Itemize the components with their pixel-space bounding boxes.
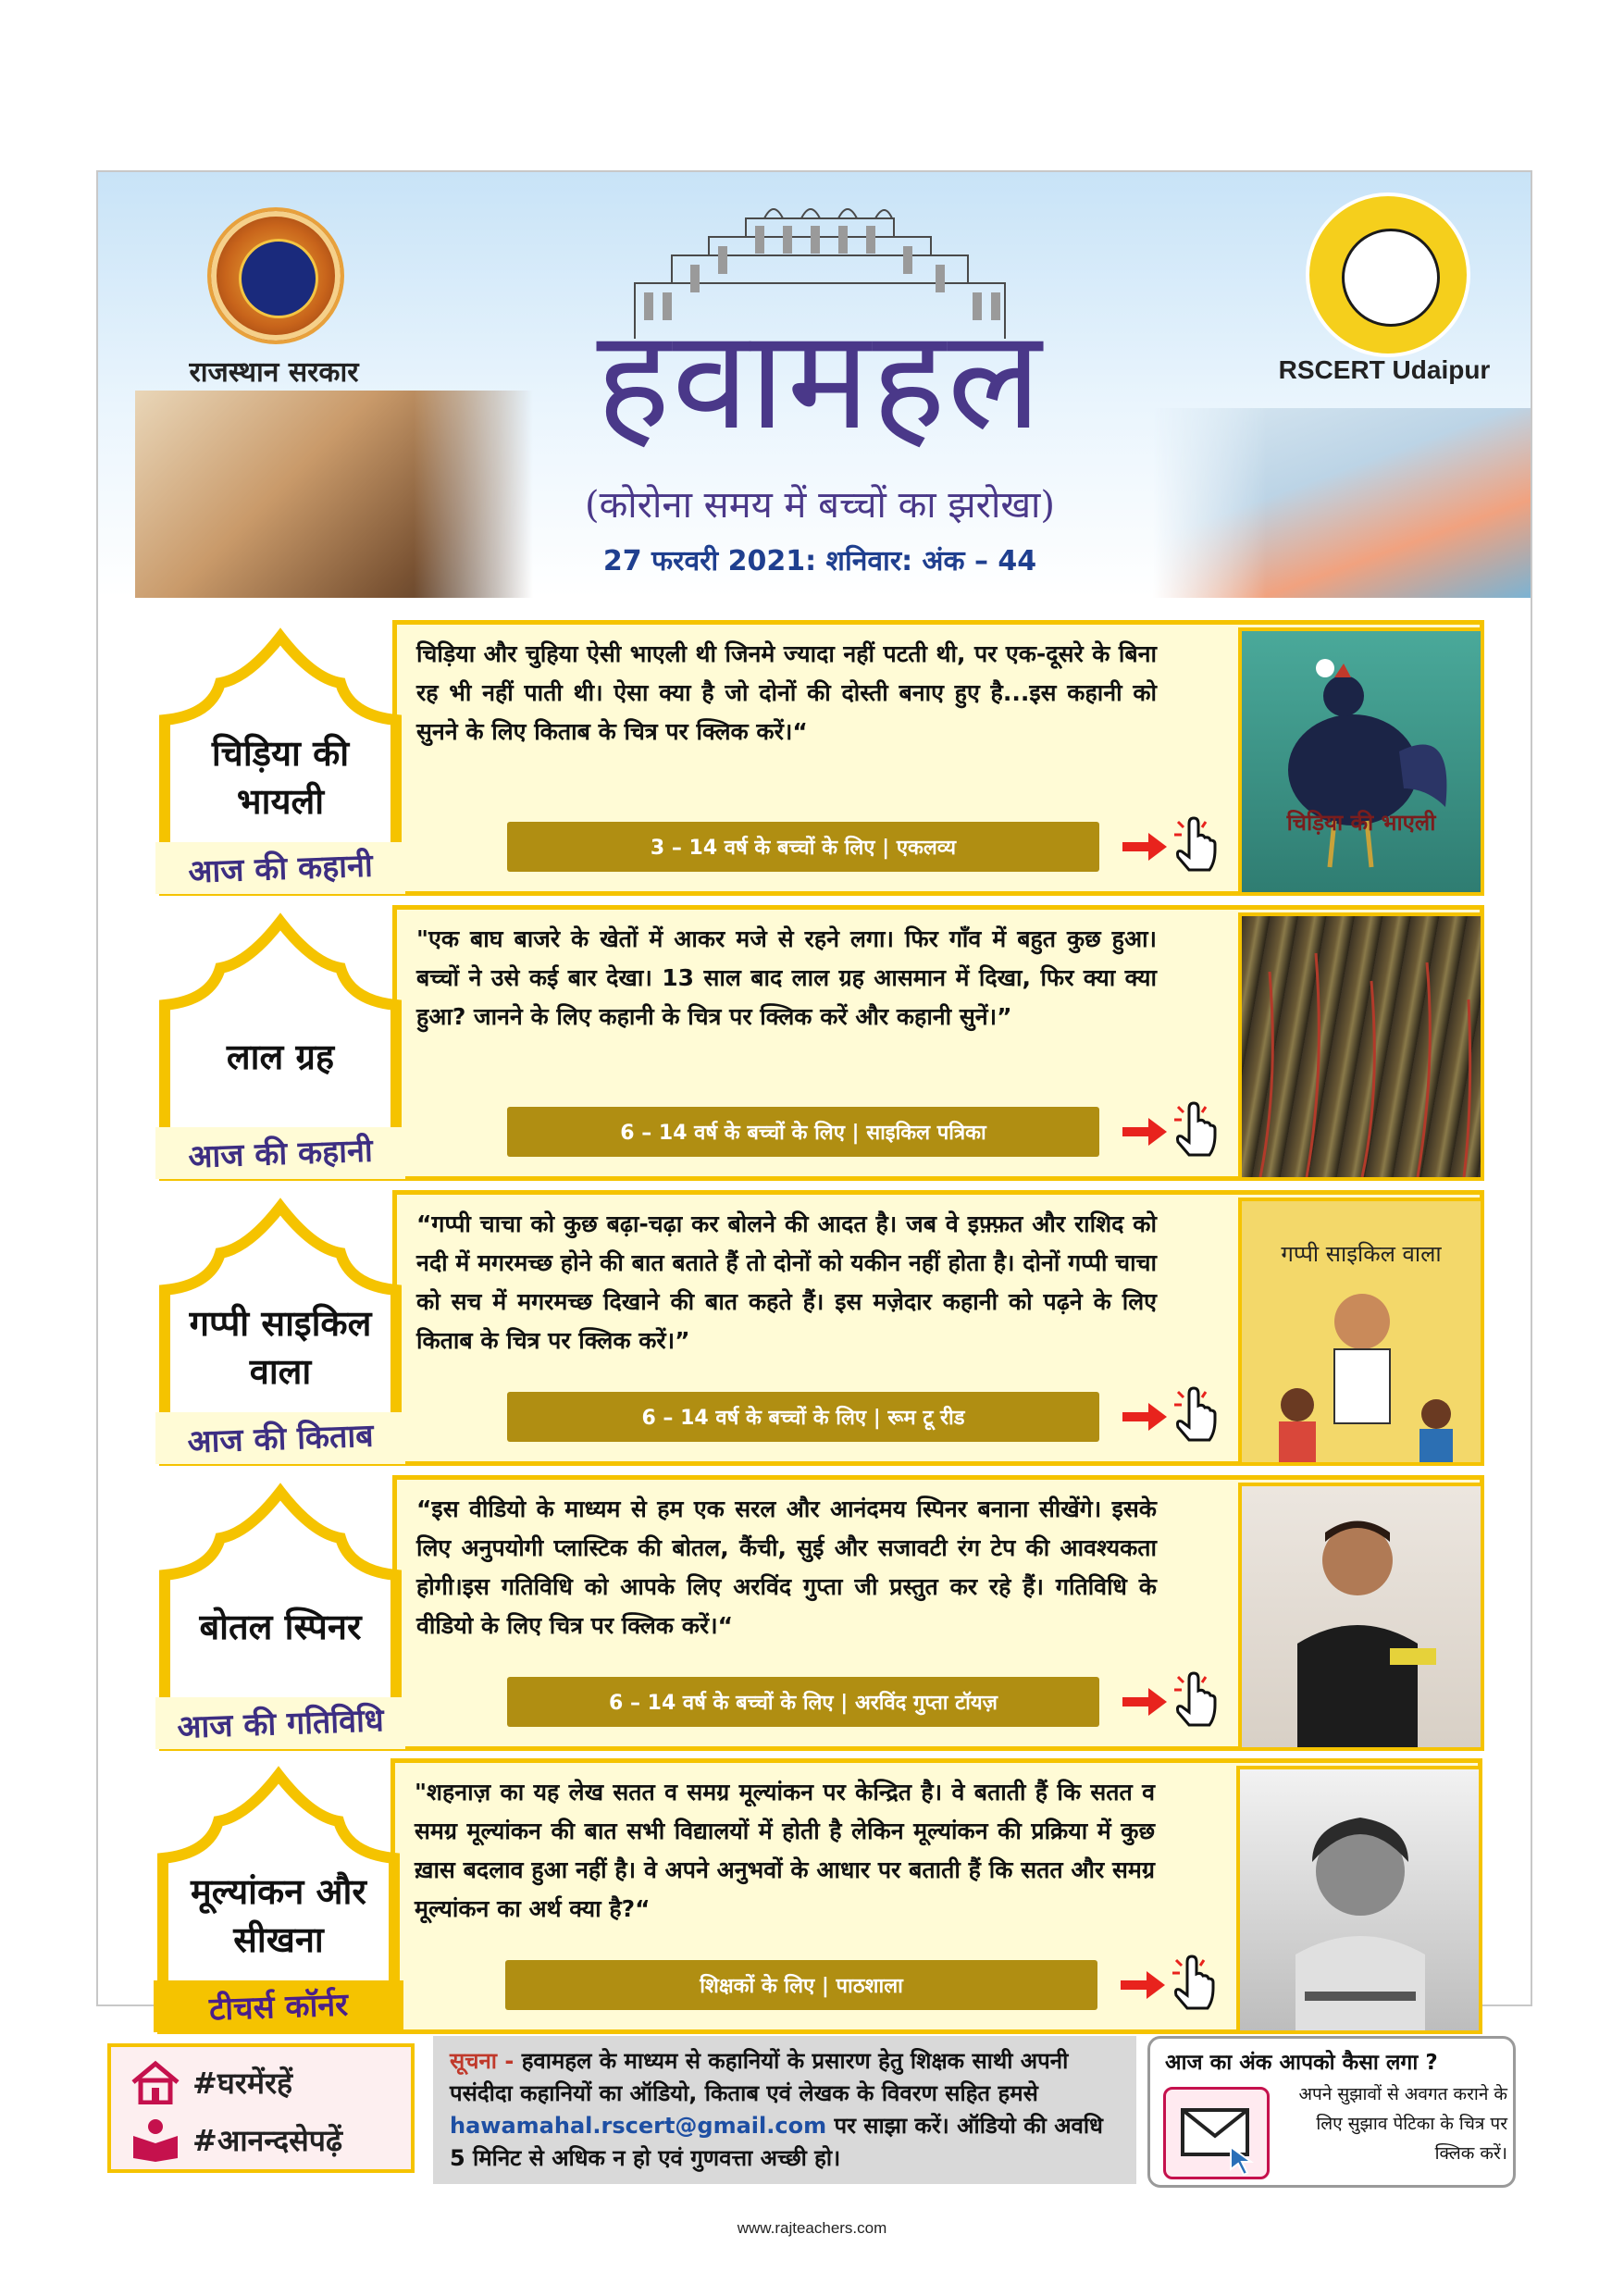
girl-thinking-illustration <box>1240 1769 1479 2030</box>
website-footer: www.rajteachers.com <box>737 2219 887 2237</box>
audience-bar: 3 – 14 वर्ष के बच्चों के लिए | एकलव्य <box>507 822 1099 872</box>
arrow-right-icon <box>1122 1688 1167 1716</box>
arrow-right-icon <box>1122 833 1167 861</box>
rajasthan-govt-emblem <box>207 207 344 344</box>
hashtag-box <box>107 2043 415 2173</box>
audience-bar: शिक्षकों के लिए | पाठशाला <box>505 1960 1097 2010</box>
masthead <box>98 172 1531 598</box>
boy-with-spinner-illustration <box>1242 1486 1481 1747</box>
suggestion-box-button[interactable] <box>1163 2087 1270 2179</box>
feedback-text: अपने सुझावों से अवगत कराने के लिए सुझाव पेटिका के चित्र पर क्लिक करें। <box>1298 2084 1507 2164</box>
title-card <box>144 1766 413 2034</box>
children-photo <box>135 391 533 598</box>
hashtag-read-joyfully: #आनन्दसेपढ़ें <box>192 2122 342 2158</box>
section-tagline: आज की कहानी <box>187 847 374 891</box>
emblem-map-icon <box>239 239 318 318</box>
section-tagline: टीचर्स कॉर्नर <box>208 1986 349 2029</box>
section-title: बोतल स्पिनर <box>199 1607 362 1647</box>
feedback-box <box>1147 2036 1516 2188</box>
rooster-illustration <box>1242 631 1481 892</box>
section-teachers-corner <box>144 1758 1482 2034</box>
audience-bar: 6 – 14 वर्ष के बच्चों के लिए | रूम टू रीड <box>507 1392 1099 1442</box>
click-hand-icon[interactable] <box>1169 1671 1220 1729</box>
notice-text: हवामहल के माध्यम से कहानियों के प्रसारण हेतु शिक्षक साथी अपनी पसंदीदा कहानियों का ऑडियो, किताब एवं लेखक के विवरण सहित हमसे <box>450 2048 1069 2106</box>
notice-text-continued: पर साझा करें। ऑडियो की अवधि 5 मिनिट से अधिक न हो एवं गुणवत्ता अच्छी हो। <box>450 2113 1103 2171</box>
millet-field-illustration <box>1242 916 1481 1177</box>
notice-box <box>433 2036 1136 2184</box>
book-cover-image[interactable] <box>1238 1198 1484 1466</box>
cover-title: गप्पी साइकिल वाला <box>1281 1241 1442 1267</box>
story-cover-image[interactable] <box>1238 912 1484 1181</box>
title-card <box>146 1198 415 1466</box>
home-icon <box>130 2060 181 2104</box>
title-card <box>146 912 415 1181</box>
section-description: चिड़िया और चुहिया ऐसी भाएली थी जिनमे ज्यादा नहीं पटती थी, पर एक-दूसरे के बिना रह भी नहीं पाती थी। ऐसा क्या है जो दोनों की दोस्ती बनाए हुए है...इस कहानी को सुनने के लिए किताब के चित्र पर क्लिक करें।“ <box>416 640 1157 745</box>
section-title: गप्पी साइकिल वाला <box>189 1303 372 1392</box>
hashtag-row <box>130 2060 292 2104</box>
section-tagline: आज की कहानी <box>187 1132 374 1176</box>
issue-date-line: 27 फरवरी 2021: शनिवार: अंक – 44 <box>602 545 1037 577</box>
section-description: "एक बाघ बाजरे के खेतों में आकर मजे से रहने लगा। फिर गाँव में बहुत कुछ हुआ। बच्चों ने उसे कई बार देखा। 13 साल बाद लाल ग्रह आसमान में दिखा, फिर क्या क्या हुआ? जानने के लिए कहानी के चित्र पर क्लिक करें और कहानी सुनें।” <box>416 925 1157 1030</box>
click-hand-icon[interactable] <box>1169 816 1220 874</box>
section-activity-4 <box>146 1475 1484 1751</box>
envelope-icon <box>1166 2090 1267 2177</box>
notice-email-link[interactable]: hawamahal.rscert@gmail.com <box>450 2113 827 2139</box>
govt-label: राजस्थान सरकार <box>189 356 359 389</box>
section-title: चिड़िया की भायली <box>211 733 350 822</box>
section-tagline: आज की किताब <box>186 1417 375 1461</box>
notice-label: सूचना - <box>450 2048 514 2074</box>
emblem-map-icon <box>1342 229 1440 327</box>
section-tagline: आज की गतिविधि <box>176 1702 385 1746</box>
arrow-right-icon <box>1121 1971 1165 1999</box>
title-card <box>146 627 415 896</box>
audience-bar: 6 – 14 वर्ष के बच्चों के लिए | अरविंद गुप्ता टॉयज़ <box>507 1677 1099 1727</box>
feedback-question: आज का अंक आपको कैसा लगा ? <box>1165 2051 1438 2075</box>
newsletter-page <box>96 170 1532 2006</box>
section-title: लाल ग्रह <box>226 1036 335 1077</box>
section-title: मूल्यांकन और सीखना <box>191 1871 366 1960</box>
masthead-title: हवामहल <box>596 300 1044 461</box>
section-description: “गप्पी चाचा को कुछ बढ़ा-चढ़ा कर बोलने की आदत है। जब वे इफ़्फ़त और राशिद को नदी में मगरमच्छ होने की बात बताते हैं तो दोनों को यकीन नहीं होता है। दोनों गप्पी चाचा को सच में मगरमच्छ दिखाने की बात कहते हैं। इस मज़ेदार कहानी को पढ़ने के लिए किताब के चित्र पर क्लिक करें।” <box>416 1210 1157 1354</box>
books-photo <box>1153 408 1531 598</box>
book-cover-image[interactable] <box>1238 627 1484 896</box>
arrow-right-icon <box>1122 1403 1167 1431</box>
hashtag-row <box>130 2117 342 2162</box>
click-hand-icon[interactable] <box>1169 1101 1220 1159</box>
section-story-1 <box>146 620 1484 896</box>
arrow-right-icon <box>1122 1118 1167 1146</box>
click-hand-icon[interactable] <box>1169 1386 1220 1444</box>
section-book-3 <box>146 1190 1484 1466</box>
title-card <box>146 1483 415 1751</box>
cover-title: चिड़िया की भाएली <box>1286 810 1436 836</box>
reading-icon <box>130 2117 181 2162</box>
click-hand-icon[interactable] <box>1167 1955 1218 2012</box>
section-description: “इस वीडियो के माध्यम से हम एक सरल और आनंदमय स्पिनर बनाना सीखेंगे। इसके लिए अनुपयोगी प्लास्टिक की बोतल, कैंची, सुई और सजावटी रंग टेप की आवश्यकता होगी।इस गतिविधि को आपके लिए अरविंद गुप्ता जी प्रस्तुत कर रहे हैं। गतिविधि के वीडियो के लिए चित्र पर क्लिक करें।“ <box>416 1496 1157 1639</box>
section-story-2 <box>146 905 1484 1181</box>
rscert-emblem <box>1306 192 1470 357</box>
video-thumbnail-image[interactable] <box>1238 1483 1484 1751</box>
rscert-label: RSCERT Udaipur <box>1278 355 1491 384</box>
section-description: "शहनाज़ का यह लेख सतत व समग्र मूल्यांकन पर केन्द्रित है। वे बताती हैं कि सतत व समग्र मूल्यांकन की बात सभी विद्यालयों में होती है लेकिन मूल्यांकन की प्रक्रिया में कुछ ख़ास बदलाव हुआ नहीं है। वे अपने अनुभवों के आधार पर बताती हैं कि सतत और समग्र मूल्यांकन का अर्थ क्या है?“ <box>415 1779 1155 1922</box>
audience-bar: 6 – 14 वर्ष के बच्चों के लिए | साइकिल पत्रिका <box>507 1107 1099 1157</box>
masthead-subtitle: (कोरोना समय में बच्चों का झरोखा) <box>584 484 1056 527</box>
article-image[interactable] <box>1236 1766 1482 2034</box>
hashtag-stay-home: #घरमेंरहें <box>192 2065 293 2101</box>
